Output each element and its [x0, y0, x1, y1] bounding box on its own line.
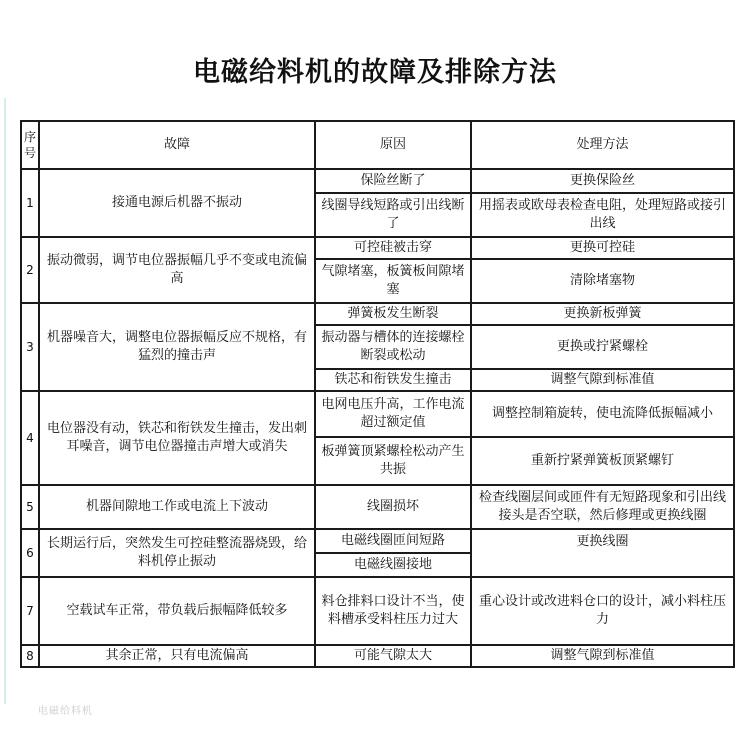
row-cause: 料仓排料口设计不当，使料槽承受料柱压力过大	[315, 577, 471, 645]
row-fault: 长期运行后，突然发生可控硅整流器烧毁，给料机停止振动	[39, 529, 315, 577]
row-cause: 可能气隙太大	[315, 645, 471, 667]
table-row	[21, 645, 734, 667]
fault-table	[20, 120, 735, 668]
row-seq: 4	[21, 391, 39, 485]
row-fix: 检查线圈层间或匝件有无短路现象和引出线接头是否空联，然后修理或更换线圈	[471, 485, 734, 529]
header-fault: 故障	[39, 121, 315, 169]
row-fix: 更换可控硅	[471, 237, 734, 259]
header-seq: 序号	[21, 121, 39, 169]
row-fix: 更换或拧紧螺栓	[471, 325, 734, 369]
row-cause: 保险丝断了	[315, 169, 471, 193]
row-fix: 重新拧紧弹簧板顶紧螺钉	[471, 437, 734, 485]
row-fault: 空载试车正常，带负载后振幅降低较多	[39, 577, 315, 645]
row-seq: 6	[21, 529, 39, 577]
row-cause: 铁芯和衔铁发生撞击	[315, 369, 471, 391]
row-cause: 气隙堵塞，板簧板间隙堵塞	[315, 259, 471, 303]
table-row	[21, 303, 734, 325]
row-cause: 可控硅被击穿	[315, 237, 471, 259]
row-seq: 7	[21, 577, 39, 645]
header-cause: 原因	[315, 121, 471, 169]
table-row	[21, 237, 734, 259]
table-row	[21, 577, 734, 645]
row-seq: 8	[21, 645, 39, 667]
row-fix: 调整气隙到标准值	[471, 645, 734, 667]
row-cause: 线圈导线短路或引出线断了	[315, 193, 471, 237]
row-fix: 调整气隙到标准值	[471, 369, 734, 391]
row-cause: 电磁线圈匝间短路	[315, 529, 471, 553]
row-fault: 接通电源后机器不振动	[39, 169, 315, 237]
row-fix: 更换线圈	[471, 529, 734, 577]
footnote-text: 电磁给料机	[38, 706, 93, 717]
row-cause: 电网电压升高，工作电流超过额定值	[315, 391, 471, 437]
row-fault: 电位器没有动，铁芯和衔铁发生撞击，发出刺耳噪音，调节电位器撞击声增大或消失	[39, 391, 315, 485]
table-header-row	[21, 121, 734, 169]
row-seq: 2	[21, 237, 39, 303]
row-fault: 其余正常，只有电流偏高	[39, 645, 315, 667]
row-fault: 机器间隙地工作或电流上下波动	[39, 485, 315, 529]
row-fault: 振动微弱，调节电位器振幅几乎不变或电流偏高	[39, 237, 315, 303]
row-cause: 振动器与槽体的连接螺栓断裂或松动	[315, 325, 471, 369]
row-cause: 电磁线圈接地	[315, 553, 471, 577]
page-title: 电磁给料机的故障及排除方法	[193, 57, 557, 88]
row-fault: 机器噪音大，调整电位器振幅反应不规格，有猛烈的撞击声	[39, 303, 315, 391]
row-fix: 清除堵塞物	[471, 259, 734, 303]
row-seq: 3	[21, 303, 39, 391]
table-row	[21, 529, 734, 553]
row-fix: 更换保险丝	[471, 169, 734, 193]
table-row	[21, 169, 734, 193]
table-row	[21, 391, 734, 437]
row-fix: 用摇表或欧母表检查电阻，处理短路或接引出线	[471, 193, 734, 237]
row-cause: 板弹簧顶紧螺栓松动产生共振	[315, 437, 471, 485]
table-row	[21, 485, 734, 529]
row-fix: 调整控制箱旋转，使电流降低振幅减小	[471, 391, 734, 437]
left-accent-bar	[4, 98, 6, 704]
row-seq: 5	[21, 485, 39, 529]
row-cause: 线圈损坏	[315, 485, 471, 529]
row-fix: 更换新板弹簧	[471, 303, 734, 325]
row-seq: 1	[21, 169, 39, 237]
header-fix: 处理方法	[471, 121, 734, 169]
row-cause: 弹簧板发生断裂	[315, 303, 471, 325]
row-fix: 重心设计或改进料仓口的设计，减小料柱压力	[471, 577, 734, 645]
